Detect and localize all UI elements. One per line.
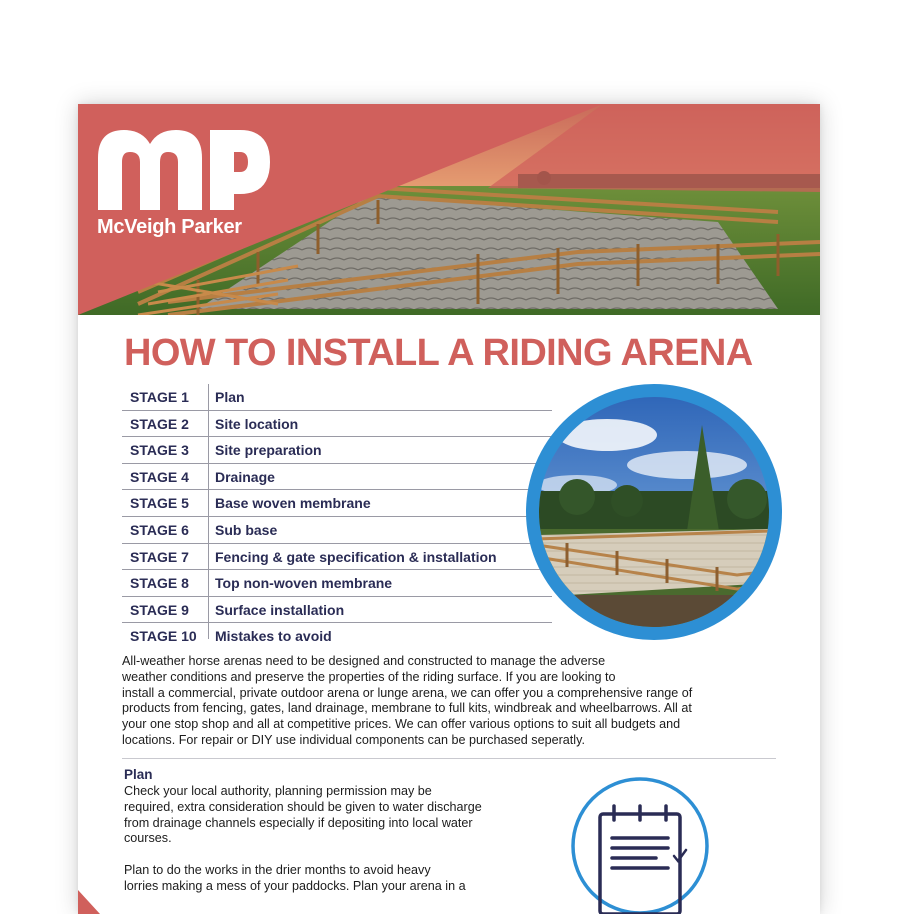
stage-row <box>122 411 552 438</box>
paragraph-gap <box>124 847 544 863</box>
stage-row <box>122 623 552 649</box>
stage-row <box>122 464 552 491</box>
stage-row <box>122 490 552 517</box>
stage-number: STAGE 8 <box>130 575 189 592</box>
stage-number: STAGE 1 <box>130 389 189 405</box>
stage-name: Site location <box>215 415 299 432</box>
plan-line: Plan to do the works in the drier months to avoid heavy <box>124 862 431 877</box>
intro-paragraph <box>122 654 782 749</box>
stage-name: Mistakes to avoid <box>215 628 332 645</box>
plan-heading: Plan <box>124 767 153 782</box>
stage-name: Fencing & gate specification & installation <box>215 548 497 565</box>
arena-photo <box>537 395 771 629</box>
stage-number: STAGE 5 <box>130 495 189 512</box>
stage-name: Plan <box>215 389 245 405</box>
plan-body <box>124 784 544 895</box>
stage-number: STAGE 3 <box>130 442 189 459</box>
stage-row <box>122 517 552 544</box>
intro-line: All-weather horse arenas need to be designed and constructed to manage the adverse <box>122 654 606 668</box>
arena-photo-circle <box>526 384 782 640</box>
stage-name: Top non-woven membrane <box>215 575 393 592</box>
intro-line: weather conditions and preserve the properties of the riding surface. If you are looking to <box>122 669 616 684</box>
stage-name: Drainage <box>215 468 275 485</box>
intro-line: locations. For repair or DIY use individual components can be purchased seperatly. <box>122 732 585 747</box>
header-banner <box>78 104 820 315</box>
stage-row <box>122 384 552 411</box>
stage-number: STAGE 2 <box>130 415 189 432</box>
stage-name: Site preparation <box>215 442 322 459</box>
stage-number: STAGE 4 <box>130 468 189 485</box>
brand-name: McVeigh Parker <box>97 216 242 238</box>
stage-column-divider <box>208 384 209 639</box>
stage-row <box>122 544 552 571</box>
section-divider <box>122 758 776 759</box>
stage-row <box>122 570 552 597</box>
mp-monogram-icon <box>98 124 270 212</box>
intro-line: your one stop shop and all at competitive prices. We can offer various options to suit all budgets and <box>122 717 681 732</box>
stage-number: STAGE 9 <box>130 601 189 618</box>
corner-accent <box>78 874 108 914</box>
checklist-notepad-icon <box>570 776 710 914</box>
stage-number: STAGE 10 <box>130 628 197 645</box>
plan-line: lorries making a mess of your paddocks. Plan your arena in a <box>124 878 466 893</box>
stage-number: STAGE 7 <box>130 548 189 565</box>
plan-line: Check your local authority, planning permission may be <box>124 784 432 798</box>
flyer-page <box>78 104 820 914</box>
stage-name: Sub base <box>215 521 278 538</box>
intro-line: install a commercial, private outdoor arena or lunge arena, we can offer you a comprehensive range of <box>122 685 693 700</box>
stage-name: Base woven membrane <box>215 495 371 512</box>
plan-line: courses. <box>124 831 172 846</box>
plan-line: from drainage channels especially if depositing into local water <box>124 815 473 830</box>
stage-row <box>122 437 552 464</box>
stage-number: STAGE 6 <box>130 521 189 538</box>
page-title: HOW TO INSTALL A RIDING ARENA <box>124 332 753 374</box>
stage-row <box>122 597 552 624</box>
intro-line: products from fencing, gates, land drainage, membrane to full kits, windbreak and wheelbarrows. All at <box>122 701 692 716</box>
stage-list <box>122 384 552 649</box>
stage-name: Surface installation <box>215 601 345 618</box>
plan-line: required, extra consideration should be given to water discharge <box>124 799 482 814</box>
